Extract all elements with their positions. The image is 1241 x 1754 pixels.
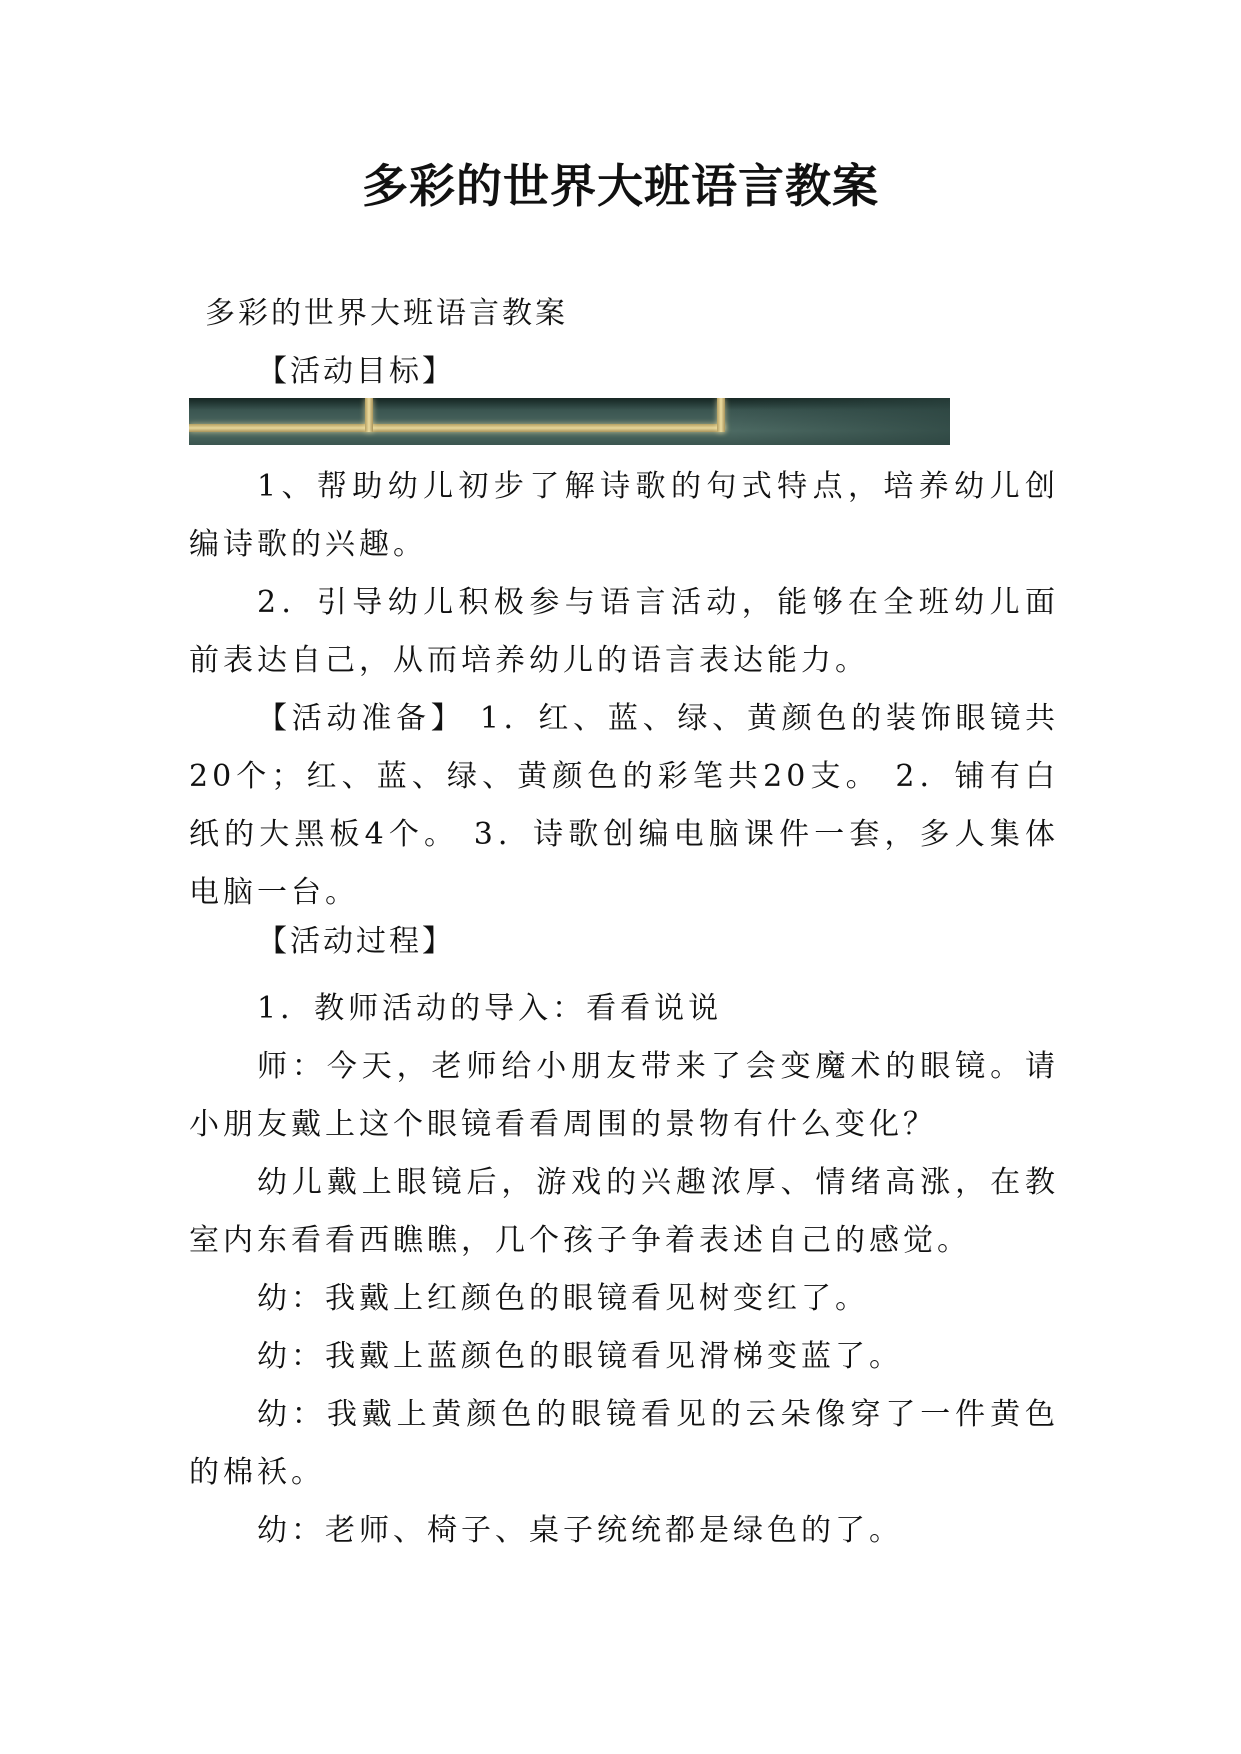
child-dialogue-3: 幼：我戴上黄颜色的眼镜看见的云朵像穿了一件黄色的棉袄。	[189, 1397, 1059, 1490]
document-title: 多彩的世界大班语言教案	[362, 159, 879, 213]
preparation-paragraph: 【活动准备】 1．红、蓝、绿、黄颜色的装饰眼镜共20个；红、蓝、绿、黄颜色的彩笔共20支。 2．铺有白纸的大黑板4个。 3．诗歌创编电脑课件一套，多人集体电脑一台。	[189, 701, 1059, 910]
child-dialogue-1: 幼：我戴上红颜色的眼镜看见树变红了。	[257, 1281, 869, 1316]
children-reaction-paragraph: 幼儿戴上眼镜后，游戏的兴趣浓厚、情绪高涨，在教室内东看看西瞧瞧，几个孩子争着表述自己的感觉。	[189, 1165, 1059, 1258]
goal-paragraph-1: 1、帮助幼儿初步了解诗歌的句式特点，培养幼儿创编诗歌的兴趣。	[189, 469, 1059, 562]
section-heading-goals: 【活动目标】	[257, 354, 455, 389]
step-paragraph-1: 1．教师活动的导入：看看说说	[257, 991, 723, 1026]
decorative-banner-image	[189, 398, 950, 445]
document-subtitle: 多彩的世界大班语言教案	[205, 296, 568, 331]
section-heading-process: 【活动过程】	[257, 924, 455, 959]
goal-paragraph-2: 2．引导幼儿积极参与语言活动，能够在全班幼儿面前表达自己，从而培养幼儿的语言表达能力。	[189, 585, 1059, 678]
teacher-dialogue: 师：今天，老师给小朋友带来了会变魔术的眼镜。请小朋友戴上这个眼镜看看周围的景物有什么变化？	[189, 1049, 1059, 1142]
child-dialogue-2: 幼：我戴上蓝颜色的眼镜看见滑梯变蓝了。	[257, 1339, 903, 1374]
child-dialogue-4: 幼：老师、椅子、桌子统统都是绿色的了。	[257, 1513, 903, 1548]
